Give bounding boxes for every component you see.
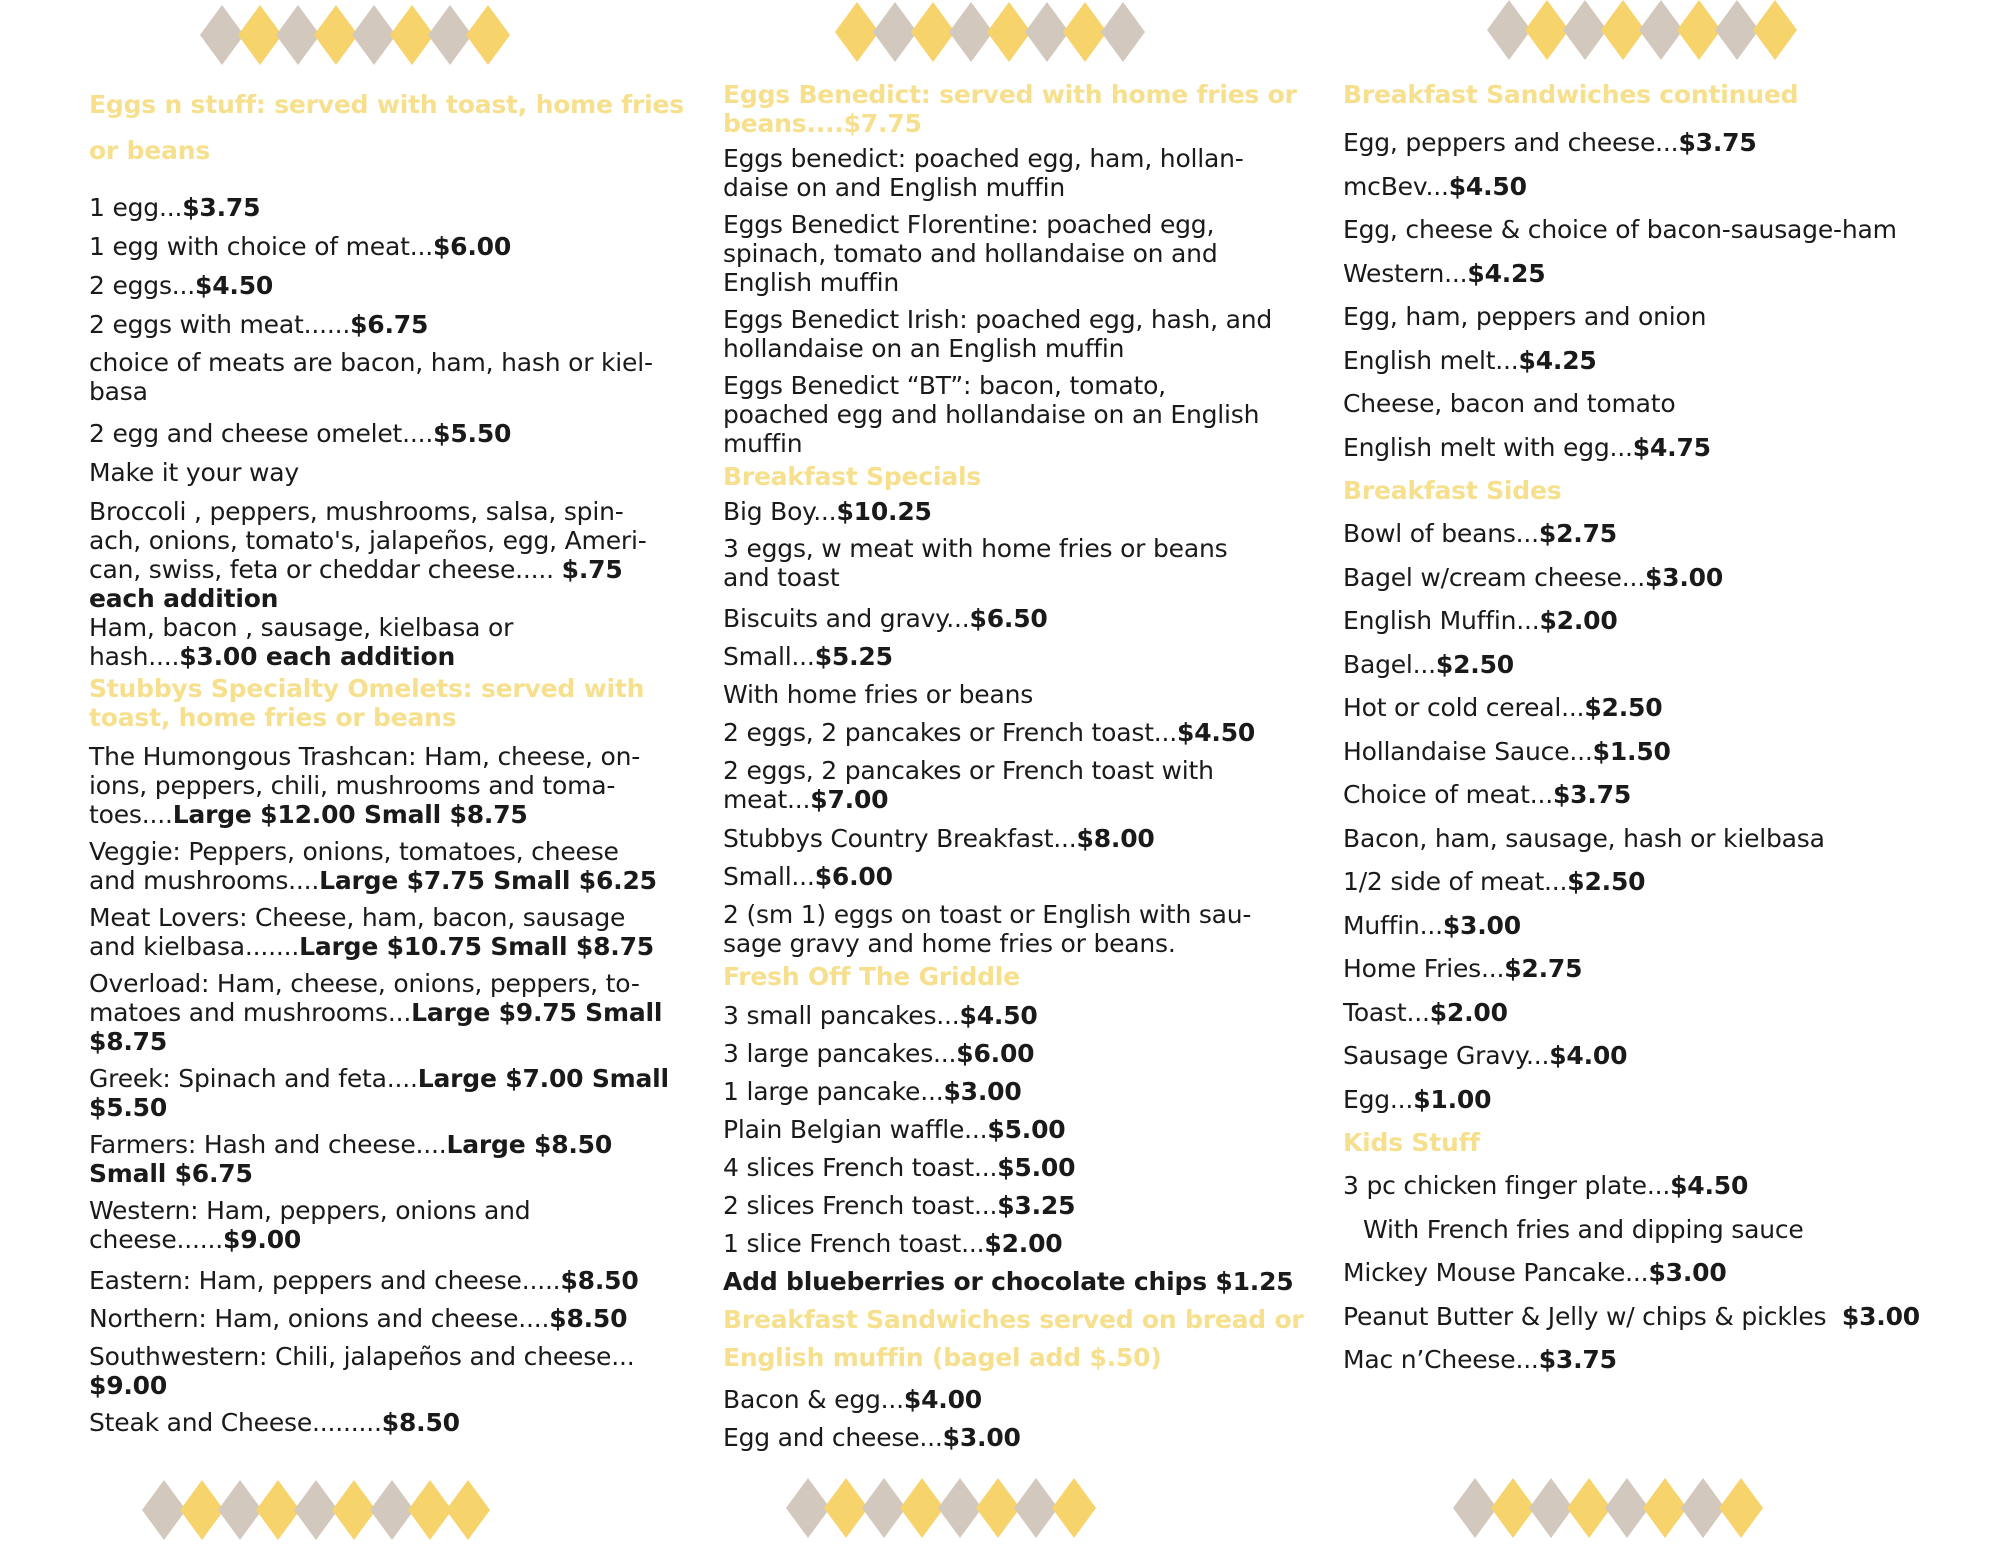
menu-item: Egg and cheese...$3.00 xyxy=(723,1423,1021,1452)
section-heading: Stubbys Specialty Omelets: served with xyxy=(89,674,645,703)
menu-item: toes....Large $12.00 Small $8.75 xyxy=(89,800,528,829)
menu-item-desc: Veggie: Peppers, onions, tomatoes, cheese xyxy=(89,837,619,866)
menu-item-desc: Egg, cheese & choice of bacon-sausage-ham xyxy=(1343,215,1897,244)
menu-item: Stubbys Country Breakfast...$8.00 xyxy=(723,824,1155,853)
menu-note: Ham, bacon , sausage, kielbasa or xyxy=(89,613,514,642)
menu-item: mcBev...$4.50 xyxy=(1343,171,1527,201)
menu-item: English Muffin...$2.00 xyxy=(1343,606,1618,635)
menu-item: 3 large pancakes...$6.00 xyxy=(723,1039,1035,1068)
menu-item-desc: Eggs benedict: poached egg, ham, hollan- xyxy=(723,144,1244,173)
menu-item: Plain Belgian waffle...$5.00 xyxy=(723,1115,1066,1144)
section-heading: Breakfast Specials xyxy=(723,462,982,491)
menu-item: 2 eggs...$4.50 xyxy=(89,271,274,300)
menu-item: 3 small pancakes...$4.50 xyxy=(723,1001,1038,1030)
menu-item-desc: Meat Lovers: Cheese, ham, bacon, sausage xyxy=(89,903,626,932)
menu-item-desc: Eggs Benedict Florentine: poached egg, xyxy=(723,210,1215,239)
menu-item-desc: and toast xyxy=(723,563,840,592)
menu-item: 1 large pancake...$3.00 xyxy=(723,1077,1022,1106)
menu-item: Farmers: Hash and cheese....Large $8.50 xyxy=(89,1130,613,1159)
menu-item: 1 egg...$3.75 xyxy=(89,193,261,222)
menu-item-desc: sage gravy and home fries or beans. xyxy=(723,929,1176,958)
menu-item: Bacon & egg...$4.00 xyxy=(723,1385,982,1414)
menu-item-desc: ions, peppers, chili, mushrooms and toma- xyxy=(89,771,616,800)
menu-item: Mac n’Cheese...$3.75 xyxy=(1343,1345,1617,1374)
menu-item-desc: Eggs Benedict Irish: poached egg, hash, and xyxy=(723,305,1273,334)
menu-item: Peanut Butter & Jelly w/ chips & pickles $3.00 xyxy=(1343,1301,1920,1331)
menu-item-desc: 2 eggs, 2 pancakes or French toast with xyxy=(723,756,1214,785)
menu-item: 1/2 side of meat...$2.50 xyxy=(1343,867,1646,896)
section-heading: Breakfast Sandwiches continued xyxy=(1343,80,1799,109)
menu-item: Muffin...$3.00 xyxy=(1343,910,1521,940)
menu-item: 2 slices French toast...$3.25 xyxy=(723,1191,1076,1220)
menu-note: choice of meats are bacon, ham, hash or kiel- xyxy=(89,348,653,377)
menu-item: 2 eggs, 2 pancakes or French toast...$4.50 xyxy=(723,718,1256,747)
diamond-border-top-middle xyxy=(835,2,1139,62)
menu-item-desc: English muffin xyxy=(723,268,900,297)
menu-item: Small...$5.25 xyxy=(723,642,893,671)
menu-item-desc: Southwestern: Chili, jalapeños and cheese... xyxy=(89,1342,635,1371)
menu-item-desc: spinach, tomato and hollandaise on and xyxy=(723,239,1218,268)
menu-item: 2 eggs with meat......$6.75 xyxy=(89,310,429,339)
section-heading: Fresh Off The Griddle xyxy=(723,962,1020,991)
menu-item: Small...$6.00 xyxy=(723,862,893,891)
menu-item: Mickey Mouse Pancake...$3.00 xyxy=(1343,1258,1727,1287)
menu-item: English melt...$4.25 xyxy=(1343,345,1597,375)
menu-item: 3 pc chicken finger plate...$4.50 xyxy=(1343,1171,1749,1200)
menu-price: Small $6.75 xyxy=(89,1159,253,1188)
menu-item: Western...$4.25 xyxy=(1343,258,1546,288)
menu-item: Bagel...$2.50 xyxy=(1343,649,1514,679)
menu-item-desc: 2 (sm 1) eggs on toast or English with sau- xyxy=(723,900,1252,929)
menu-item-desc: muffin xyxy=(723,429,803,458)
menu-item: 4 slices French toast...$5.00 xyxy=(723,1153,1076,1182)
menu-item-desc: Cheese, bacon and tomato xyxy=(1343,389,1676,418)
menu-item: matoes and mushrooms...Large $9.75 Small xyxy=(89,998,663,1027)
section-heading: Eggs n stuff: served with toast, home fries xyxy=(89,90,684,119)
menu-item: can, swiss, feta or cheddar cheese..... $.75 xyxy=(89,555,623,584)
menu-item: Bowl of beans...$2.75 xyxy=(1343,519,1617,548)
menu-price: $9.00 xyxy=(89,1371,168,1400)
menu-item: Hot or cold cereal...$2.50 xyxy=(1343,693,1663,722)
menu-item: Hollandaise Sauce...$1.50 xyxy=(1343,736,1671,766)
menu-item: Biscuits and gravy...$6.50 xyxy=(723,604,1048,633)
menu-addon: Add blueberries or chocolate chips $1.25 xyxy=(723,1267,1294,1296)
menu-item: Toast...$2.00 xyxy=(1343,997,1508,1027)
menu-item-desc: Egg, ham, peppers and onion xyxy=(1343,302,1707,331)
section-heading: Breakfast Sides xyxy=(1343,476,1562,505)
diamond-border-bottom-left xyxy=(142,1480,484,1540)
section-heading: Kids Stuff xyxy=(1343,1128,1480,1157)
menu-item: Eastern: Ham, peppers and cheese.....$8.50 xyxy=(89,1266,639,1295)
menu-item-desc: daise on and English muffin xyxy=(723,173,1065,202)
menu-item-desc: Overload: Ham, cheese, onions, peppers, to- xyxy=(89,969,640,998)
menu-item-desc: 3 eggs, w meat with home fries or beans xyxy=(723,534,1228,563)
menu-price: $8.75 xyxy=(89,1027,168,1056)
menu-item-desc: hollandaise on an English muffin xyxy=(723,334,1125,363)
menu-note: each addition xyxy=(89,584,279,613)
menu-item: cheese......$9.00 xyxy=(89,1225,302,1254)
diamond-border-bottom-middle xyxy=(786,1478,1090,1538)
menu-item-desc: With French fries and dipping sauce xyxy=(1363,1214,1804,1244)
menu-item: Sausage Gravy...$4.00 xyxy=(1343,1041,1628,1070)
diamond-border-bottom-right xyxy=(1453,1478,1757,1538)
section-heading: beans....$7.75 xyxy=(723,109,922,138)
menu-note: Make it your way xyxy=(89,458,300,487)
section-heading: English muffin (bagel add $.50) xyxy=(723,1343,1162,1372)
menu-item: Greek: Spinach and feta....Large $7.00 Small xyxy=(89,1064,669,1093)
menu-item: and kielbasa.......Large $10.75 Small $8.75 xyxy=(89,932,654,961)
menu-item: Home Fries...$2.75 xyxy=(1343,954,1583,983)
menu-item: English melt with egg...$4.75 xyxy=(1343,432,1711,462)
menu-item-desc: Bacon, ham, sausage, hash or kielbasa xyxy=(1343,823,1825,853)
menu-item: and mushrooms....Large $7.75 Small $6.25 xyxy=(89,866,657,895)
menu-note: Broccoli , peppers, mushrooms, salsa, spin- xyxy=(89,497,624,526)
menu-item-desc: The Humongous Trashcan: Ham, cheese, on- xyxy=(89,742,641,771)
menu-item: 1 slice French toast...$2.00 xyxy=(723,1229,1063,1258)
menu-item: meat...$7.00 xyxy=(723,785,889,814)
section-heading: Breakfast Sandwiches served on bread or xyxy=(723,1305,1304,1334)
diamond-border-top-right xyxy=(1487,0,1791,60)
menu-item: 2 egg and cheese omelet....$5.50 xyxy=(89,419,512,448)
menu-item: hash....$3.00 each addition xyxy=(89,642,456,671)
menu-item: Steak and Cheese.........$8.50 xyxy=(89,1408,460,1437)
diamond-border-top-left xyxy=(200,5,504,65)
section-heading: toast, home fries or beans xyxy=(89,703,457,732)
menu-note: basa xyxy=(89,377,148,406)
menu-note: ach, onions, tomato's, jalapeños, egg, Ameri- xyxy=(89,526,647,555)
menu-item-desc: With home fries or beans xyxy=(723,680,1034,709)
section-heading: Eggs Benedict: served with home fries or xyxy=(723,80,1297,109)
menu-item: Bagel w/cream cheese...$3.00 xyxy=(1343,562,1724,592)
menu-item-desc: Western: Ham, peppers, onions and xyxy=(89,1196,531,1225)
menu-price: $5.50 xyxy=(89,1093,168,1122)
menu-item: Egg...$1.00 xyxy=(1343,1084,1492,1114)
menu-item-desc: poached egg and hollandaise on an English xyxy=(723,400,1260,429)
menu-item: 1 egg with choice of meat...$6.00 xyxy=(89,232,512,261)
menu-item-desc: Eggs Benedict “BT”: bacon, tomato, xyxy=(723,371,1166,400)
menu-item: Egg, peppers and cheese...$3.75 xyxy=(1343,128,1757,157)
menu-item: Choice of meat...$3.75 xyxy=(1343,780,1632,809)
menu-item: Big Boy...$10.25 xyxy=(723,497,932,526)
section-heading: or beans xyxy=(89,136,211,165)
menu-item: Northern: Ham, onions and cheese....$8.50 xyxy=(89,1304,628,1333)
